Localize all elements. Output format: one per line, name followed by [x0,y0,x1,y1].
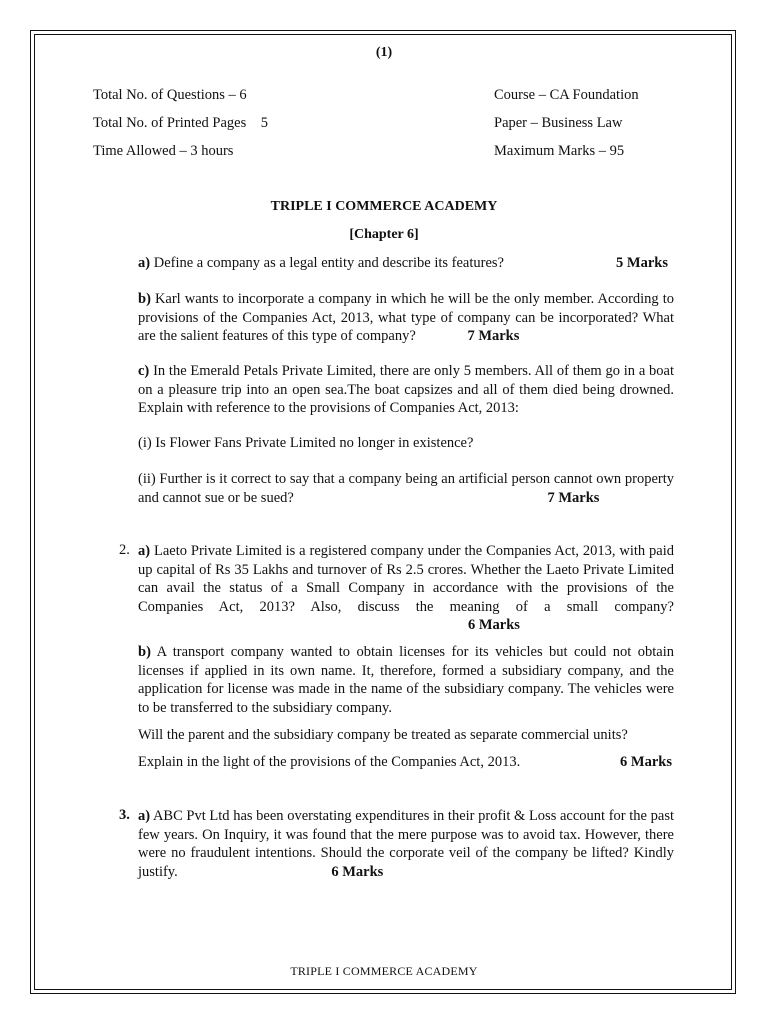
time-allowed: Time Allowed – 3 hours [93,143,234,159]
q2a [138,542,674,635]
q1b-text: Karl wants to incorporate a company in which he will be the only member. According to provisions of the Companies Act, 2013, what type of company can be incorporated? What are the salient features of this type of company? [138,291,674,344]
q1c-ii [138,470,674,507]
header-right [494,86,639,170]
q2a-text: Laeto Private Limited is a registered company under the Companies Act, 2013, with paid up capital of Rs 35 Lakhs and turnover of Rs 2.5 crores. Whether the Laeto Private Limited can avail the status of a Small Company in accordance with the provisions of the Companies Act, 2013? Also, discuss the meaning of a small company? [138,543,674,615]
q1c-text: In the Emerald Petals Private Limited, there are only 5 members. All of them go in a boat on a pleasure trip into an open sea.The boat capsizes and all of them died being drowned. Explain with reference to the provisions of Companies Act, 2013: [138,363,675,416]
q2b-question: Will the parent and the subsidiary company be treated as separate commercial units? [138,727,628,743]
q3a [138,807,674,881]
page-number: (1) [375,45,393,60]
q1c-i: (i) Is Flower Fans Private Limited no longer in existence? [138,435,474,451]
academy-title: TRIPLE I COMMERCE ACADEMY [270,199,498,214]
q1b [138,290,674,346]
q1c-ii-text: (ii) Further is it correct to say that a company being an artificial person cannot own property and cannot sue or be sued? [138,471,674,506]
q1c-label: c) [138,363,150,379]
total-printed-pages: Total No. of Printed Pages 5 [93,115,268,131]
q2a-marks: 6 Marks [468,617,520,633]
total-questions: Total No. of Questions – 6 [93,87,247,103]
chapter-heading: [Chapter 6] [349,227,419,242]
q2b-explain [138,753,674,772]
q1c [138,362,674,418]
q3a-marks: 6 Marks [331,863,384,880]
q1b-marks: 7 Marks [467,328,520,344]
q1a [138,254,674,273]
footer: TRIPLE I COMMERCE ACADEMY [290,964,478,978]
q2a-label: a) [138,543,151,559]
q2b-label: b) [138,644,151,660]
course: Course – CA Foundation [494,87,639,103]
q2b-explain-marks: 6 Marks [620,754,672,770]
q1c-ii-marks: 7 Marks [547,489,600,506]
q3-number: 3. [119,807,130,823]
q3a-text: ABC Pvt Ltd has been overstating expenditures in their profit & Loss account for the past few years. On Inquiry, it was found that the mere purpose was to avoid tax. However, there were no fraudulent intentions. Should the corporate veil of the company be lifted? Kindly justify. [138,808,675,880]
header-left [93,86,268,170]
paper: Paper – Business Law [494,115,623,131]
maximum-marks: Maximum Marks – 95 [494,143,625,159]
q2b-explain-text: Explain in the light of the provisions of the Companies Act, 2013. [138,754,521,770]
q1b-label: b) [138,291,151,307]
q1a-marks: 5 Marks [616,255,668,271]
q2b [138,643,674,717]
q3a-label: a) [138,808,151,824]
q1a-text: Define a company as a legal entity and describe its features? [153,255,504,271]
q1a-label: a) [138,255,151,271]
q2b-text: A transport company wanted to obtain licenses for its vehicles but could not obtain licenses if applied in its own name. It, therefore, formed a subsidiary company, and the application for license was made in the name of the subsidiary company. The vehicles were to be transferred to the subsidiary company. [138,644,674,716]
q2-number: 2. [119,542,130,558]
